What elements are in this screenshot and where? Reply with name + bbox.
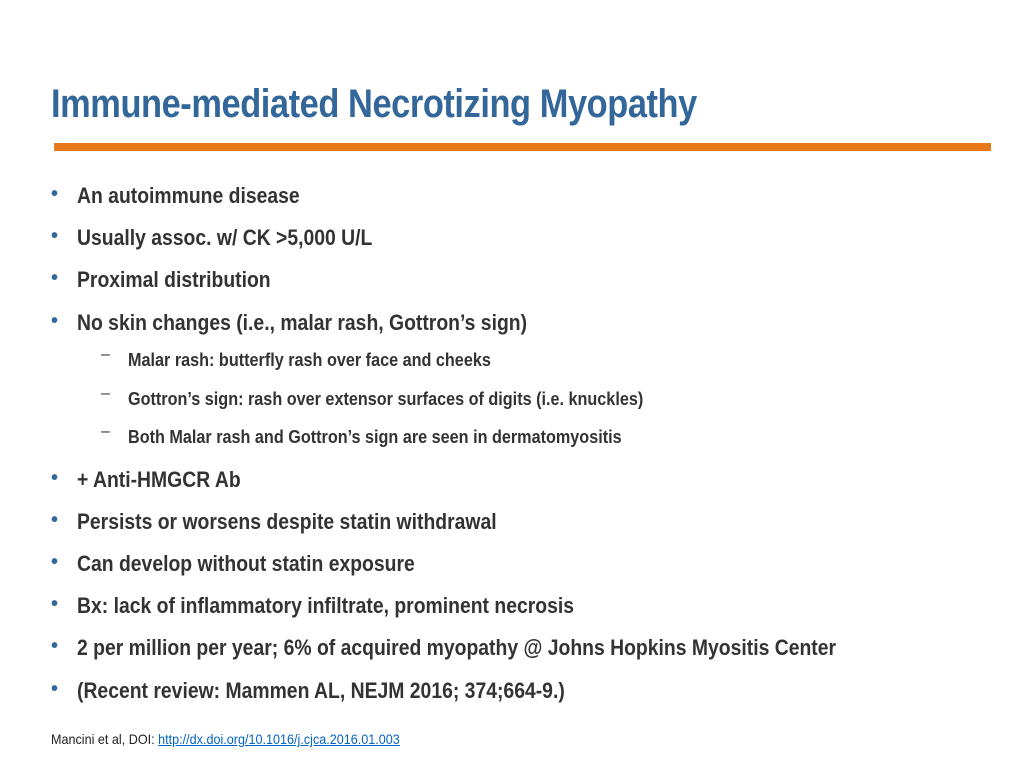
bullet-item [51,635,940,661]
bullet-item [51,551,461,577]
bullet-item [51,225,413,251]
bullet-text: + Anti-HMGCR Ab [77,467,241,492]
bullet-item [51,593,642,619]
bullet-text: (Recent review: Mammen AL, NEJM 2016; 374;664-9.) [77,678,565,703]
bullet-marker: • [51,678,59,700]
sub-bullet-marker: – [101,423,110,440]
citation-footer [51,731,400,747]
sub-bullet-item [101,385,700,410]
bullet-text: Proximal distribution [77,267,271,292]
bullet-text: Persists or worsens despite statin withdrawal [77,509,497,534]
bullet-marker: • [51,267,59,289]
sub-bullet-item [101,346,531,371]
slide-title: Immune-mediated Necrotizing Myopathy [51,82,697,126]
bullet-text: 2 per million per year; 6% of acquired myopathy @ Johns Hopkins Myositis Center [77,635,837,660]
bullet-item [51,467,263,493]
bullet-marker: • [51,593,59,615]
bullet-text: No skin changes (i.e., malar rash, Gottron’s sign) [77,310,528,335]
sub-bullet-item [101,423,676,448]
bullet-item [51,267,297,293]
bullet-text: Can develop without statin exposure [77,551,415,576]
bullet-item [51,678,631,704]
bullet-text: Usually assoc. w/ CK >5,000 U/L [77,225,373,250]
citation-text: Mancini et al, DOI: [51,731,159,747]
bullet-marker: • [51,467,59,489]
bullet-marker: • [51,225,59,247]
bullet-marker: • [51,509,59,531]
sub-bullet-text: Both Malar rash and Gottron’s sign are seen in dermatomyositis [128,427,622,447]
sub-bullet-text: Gottron’s sign: rash over extensor surfaces of digits (i.e. knuckles) [128,389,644,409]
bullet-marker: • [51,310,59,332]
title-underline-bar [54,143,991,151]
sub-bullet-marker: – [101,346,110,363]
doi-link[interactable]: http://dx.doi.org/10.1016/j.cjca.2016.01.003 [158,731,400,747]
bullet-text: An autoimmune disease [77,183,300,208]
bullet-item [51,310,588,336]
bullet-marker: • [51,635,59,657]
bullet-marker: • [51,183,59,205]
bullet-text: Bx: lack of inflammatory infiltrate, prominent necrosis [77,593,575,618]
bullet-marker: • [51,551,59,573]
bullet-item [51,509,554,535]
sub-bullet-text: Malar rash: butterfly rash over face and cheeks [128,350,491,370]
sub-bullet-marker: – [101,385,110,402]
bullet-item [51,183,330,209]
